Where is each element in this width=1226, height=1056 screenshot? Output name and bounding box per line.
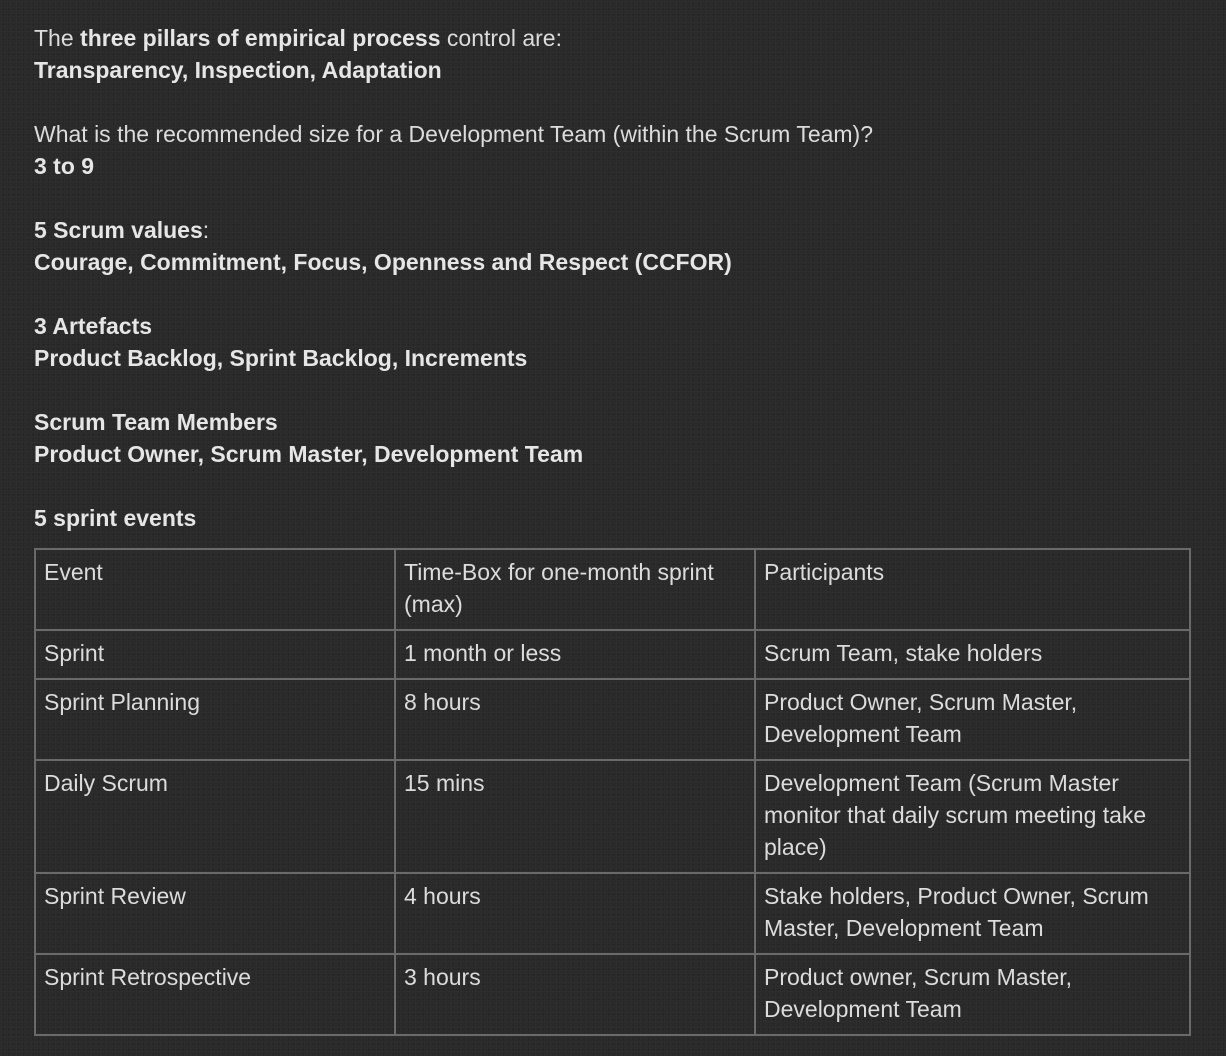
team-members-answer: Product Owner, Scrum Master, Development Team bbox=[34, 441, 584, 467]
table-cell-timebox[interactable]: 4 hours bbox=[395, 873, 755, 954]
pillars-answer: Transparency, Inspection, Adaptation bbox=[34, 57, 442, 83]
pillars-question-suffix: control are: bbox=[440, 25, 562, 51]
table-row bbox=[35, 630, 1190, 679]
scrum-values-section bbox=[34, 214, 1194, 278]
table-header-cell[interactable]: Participants bbox=[755, 549, 1190, 630]
pillars-question-prefix: The bbox=[34, 25, 81, 51]
team-size-question: What is the recommended size for a Development Team (within the Scrum Team)? bbox=[34, 121, 874, 147]
scrum-values-heading-suffix: : bbox=[202, 217, 210, 243]
scrum-values-heading bbox=[34, 214, 1194, 246]
table-row bbox=[35, 679, 1190, 760]
pillars-section bbox=[34, 22, 1194, 86]
table-row bbox=[35, 954, 1190, 1035]
table-cell-event[interactable]: Sprint bbox=[35, 630, 395, 679]
note-body[interactable] bbox=[34, 22, 1194, 1036]
table-cell-participants[interactable]: Product owner, Scrum Master, Development Team bbox=[755, 954, 1190, 1035]
table-cell-event[interactable]: Sprint Review bbox=[35, 873, 395, 954]
table-row bbox=[35, 873, 1190, 954]
sprint-events-heading: 5 sprint events bbox=[34, 505, 197, 531]
table-cell-participants[interactable]: Product Owner, Scrum Master, Development Team bbox=[755, 679, 1190, 760]
table-cell-participants[interactable]: Stake holders, Product Owner, Scrum Master, Development Team bbox=[755, 873, 1190, 954]
table-cell-timebox[interactable]: 3 hours bbox=[395, 954, 755, 1035]
team-members-section bbox=[34, 406, 1194, 470]
team-size-section bbox=[34, 118, 1194, 182]
table-row bbox=[35, 760, 1190, 873]
table-cell-event[interactable]: Sprint Retrospective bbox=[35, 954, 395, 1035]
table-cell-event[interactable]: Sprint Planning bbox=[35, 679, 395, 760]
artefacts-heading: 3 Artefacts bbox=[34, 313, 153, 339]
team-members-heading: Scrum Team Members bbox=[34, 409, 278, 435]
table-cell-participants[interactable]: Development Team (Scrum Master monitor that daily scrum meeting take place) bbox=[755, 760, 1190, 873]
table-cell-event[interactable]: Daily Scrum bbox=[35, 760, 395, 873]
table-cell-timebox[interactable]: 8 hours bbox=[395, 679, 755, 760]
table-header-row bbox=[35, 549, 1190, 630]
artefacts-section bbox=[34, 310, 1194, 374]
table-header-cell[interactable]: Event bbox=[35, 549, 395, 630]
sprint-events-section bbox=[34, 502, 1194, 1036]
table-header-cell[interactable]: Time-Box for one-month sprint (max) bbox=[395, 549, 755, 630]
pillars-question bbox=[34, 22, 1194, 54]
table-cell-participants[interactable]: Scrum Team, stake holders bbox=[755, 630, 1190, 679]
artefacts-answer: Product Backlog, Sprint Backlog, Increments bbox=[34, 345, 528, 371]
team-size-answer: 3 to 9 bbox=[34, 153, 95, 179]
table-cell-timebox[interactable]: 1 month or less bbox=[395, 630, 755, 679]
scrum-values-heading-bold: 5 Scrum values bbox=[34, 217, 203, 243]
sprint-events-table[interactable] bbox=[34, 548, 1191, 1036]
table-cell-timebox[interactable]: 15 mins bbox=[395, 760, 755, 873]
pillars-question-bold: three pillars of empirical process bbox=[80, 25, 441, 51]
scrum-values-answer: Courage, Commitment, Focus, Openness and Respect (CCFOR) bbox=[34, 249, 732, 275]
